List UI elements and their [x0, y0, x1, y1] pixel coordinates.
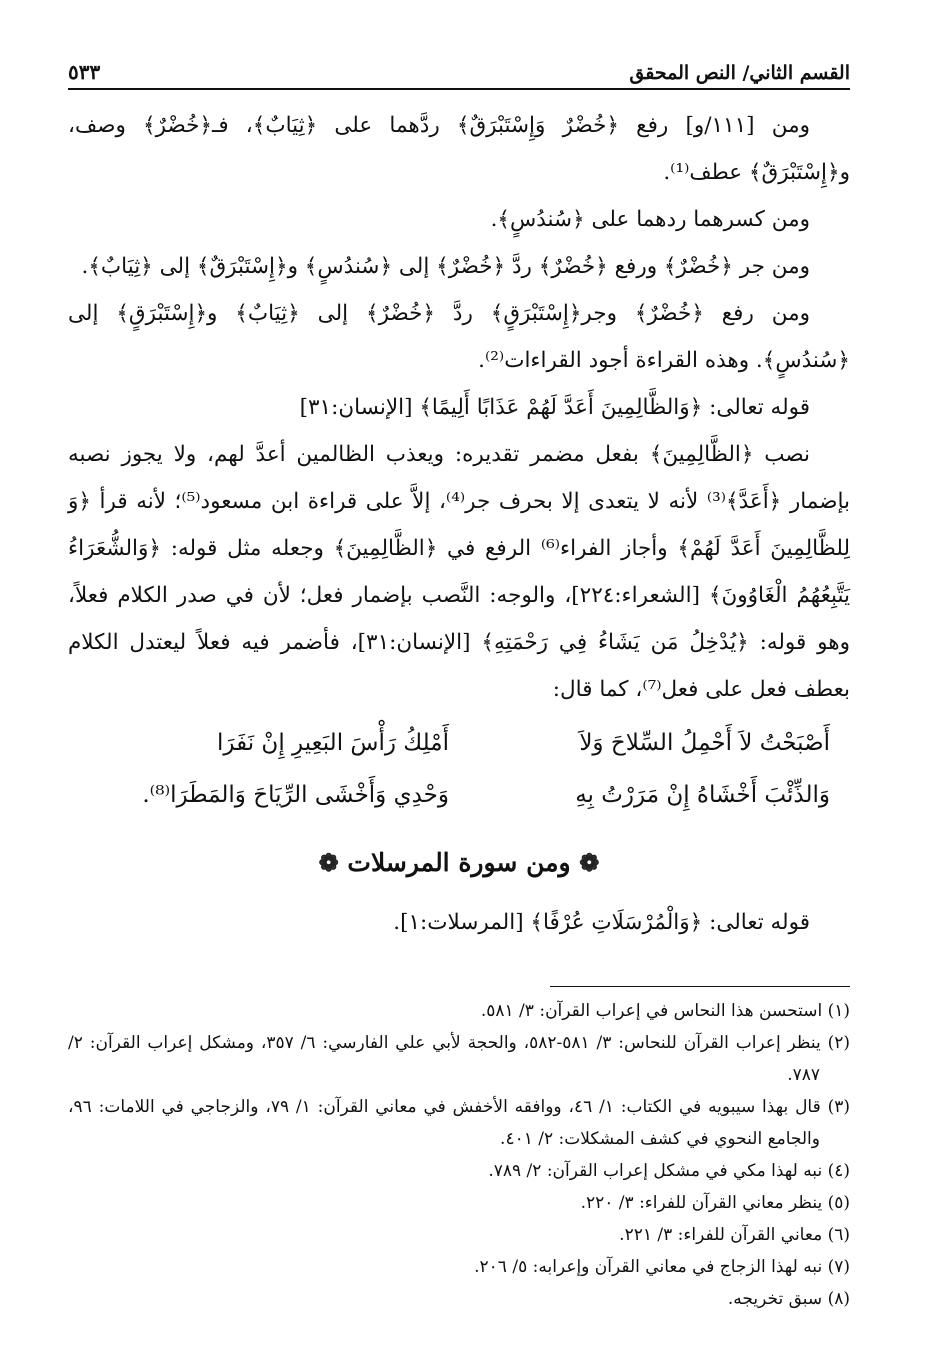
verse-hemistich: أَمْلِكُ رَأْسَ البَعِيرِ إِنْ نَفَرَا [217, 730, 449, 756]
footnote: (٢) ينظر إعراب القرآن للنحاس: ٣/ ٥٨١-٥٨٢، والحجة لأبي علي الفارسي: ٦/ ٣٥٧، ومشكل إعراب القرآن: ٢/ ٧٨٧. [68, 1033, 850, 1085]
footnote: (٥) ينظر معاني القرآن للفراء: ٣/ ٢٢٠. [580, 1193, 850, 1213]
main-text [68, 102, 850, 946]
footnotes [68, 995, 850, 1315]
verse-hemistich: وَالذِّئْبَ أَخْشَاهُ إِنْ مَرَرْتُ بِهِ [575, 782, 830, 808]
footnote: (٧) نبه لهذا الزجاج في معاني القرآن وإعرابه: ٥/ ٢٠٦. [474, 1257, 850, 1277]
document-page [68, 48, 850, 1338]
verse-hemistich: أَصْبَحْتُ لاَ أَحْمِلُ السِّلاحَ وَلاَ [579, 730, 830, 756]
paragraph: قوله تعالى: ﴿وَالْمُرْسَلَاتِ عُرْفًا﴾ [المرسلات:١]. [393, 910, 810, 935]
footnote: (٦) معاني القرآن للفراء: ٣/ ٢٢١. [619, 1225, 850, 1245]
footnote: (٨) سبق تخريجه. [727, 1289, 850, 1309]
page-header [68, 48, 850, 90]
paragraph: ومن رفع ﴿خُضْرٌ﴾ وجر﴿إِسْتَبْرَقٍ﴾ ردَّ ﴿خُضْرٌ﴾ إلى ﴿ثِيَابٌ﴾ و﴿إِسْتَبْرَقٍ﴾ إلى ﴿سُندُسٍ﴾. وهذه القراءة أجود القراءات⁽²⁾. [68, 301, 850, 373]
footnote-separator [550, 986, 850, 987]
paragraph: نصب ﴿الظَّالِمِينَ﴾ بفعل مضمر تقديره: ويعذب الظالمين أعدَّ لهم، ولا يجوز نصبه بإضمار ﴿أَعَدَّ﴾⁽³⁾ لأنه لا يتعدى إلا بحرف جر⁽⁴⁾، إلاَّ على قراءة ابن مسعود⁽⁵⁾؛ لأنه قرأ ﴿وَ لِلظَّالِمِينَ أَعَدَّ لَهُمْ﴾ وأجاز الفراء⁽⁶⁾ الرفع في ﴿الظَّالِمِينَ﴾ وجعله مثل قوله: ﴿وَالشُّعَرَاءُ يَتَّبِعُهُمُ الْغَاوُونَ﴾ [الشعراء:٢٢٤]، والوجه: النَّصب بإضمار فعل؛ لأن في صدر الكلام فعلاً، وهو قوله: ﴿يُدْخِلُ مَن يَشَاءُ فِي رَحْمَتِهِ﴾ [الإنسان:٣١]، فأضمر فيه فعلاً ليعتدل الكلام بعطف فعل على فعل⁽⁷⁾، كما قال: [68, 442, 850, 702]
paragraph: ومن [١١١/و] رفع ﴿خُضْرٌ وَإِسْتَبْرَقٌ﴾ ردَّهما على ﴿ثِيَابٌ﴾، فـ﴿خُضْرٌ﴾ وصف، و﴿إِسْتَبْرَقٌ﴾ عطف⁽¹⁾. [68, 113, 850, 185]
paragraph: قوله تعالى: ﴿وَالظَّالِمِينَ أَعَدَّ لَهُمْ عَذَابًا أَلِيمًا﴾ [الإنسان:٣١] [299, 395, 810, 420]
verse-hemistich: وَحْدِي وَأَخْشَى الرِّيَاحَ وَالمَطَرَا⁽⁸⁾. [142, 782, 449, 808]
surah-title: ومن سورة المرسلات [347, 848, 571, 877]
ornament-icon: ❁ [318, 848, 339, 877]
running-title: القسم الثاني/ النص المحقق [629, 62, 850, 84]
surah-heading [68, 835, 850, 891]
page-number: ٥٣٣ [68, 60, 101, 84]
footnote: (٣) قال بهذا سيبويه في الكتاب: ١/ ٤٦، ووافقه الأخفش في معاني القرآن: ١/ ٧٩، والزجاجي في اللامات: ٩٦، والجامع النحوي في كشف المشكلات: ٢/ ٤٠١. [68, 1097, 850, 1149]
footnote: (٤) نبه لهذا مكي في مشكل إعراب القرآن: ٢/ ٧٨٩. [488, 1161, 850, 1181]
paragraph: ومن جر ﴿خُضْرٌ﴾ ورفع ﴿خُضْرٌ﴾ ردَّ ﴿خُضْرٌ﴾ إلى ﴿سُندُسٍ﴾ و﴿إِسْتَبْرَقٌ﴾ إلى ﴿ثِيَابٌ﴾. [81, 254, 810, 279]
paragraph: ومن كسرهما ردهما على ﴿سُندُسٍ﴾. [490, 207, 810, 232]
footnote: (١) استحسن هذا النحاس في إعراب القرآن: ٣/ ٥٨١. [480, 1001, 850, 1021]
ornament-icon: ❁ [579, 848, 600, 877]
poem-verses [108, 717, 830, 821]
